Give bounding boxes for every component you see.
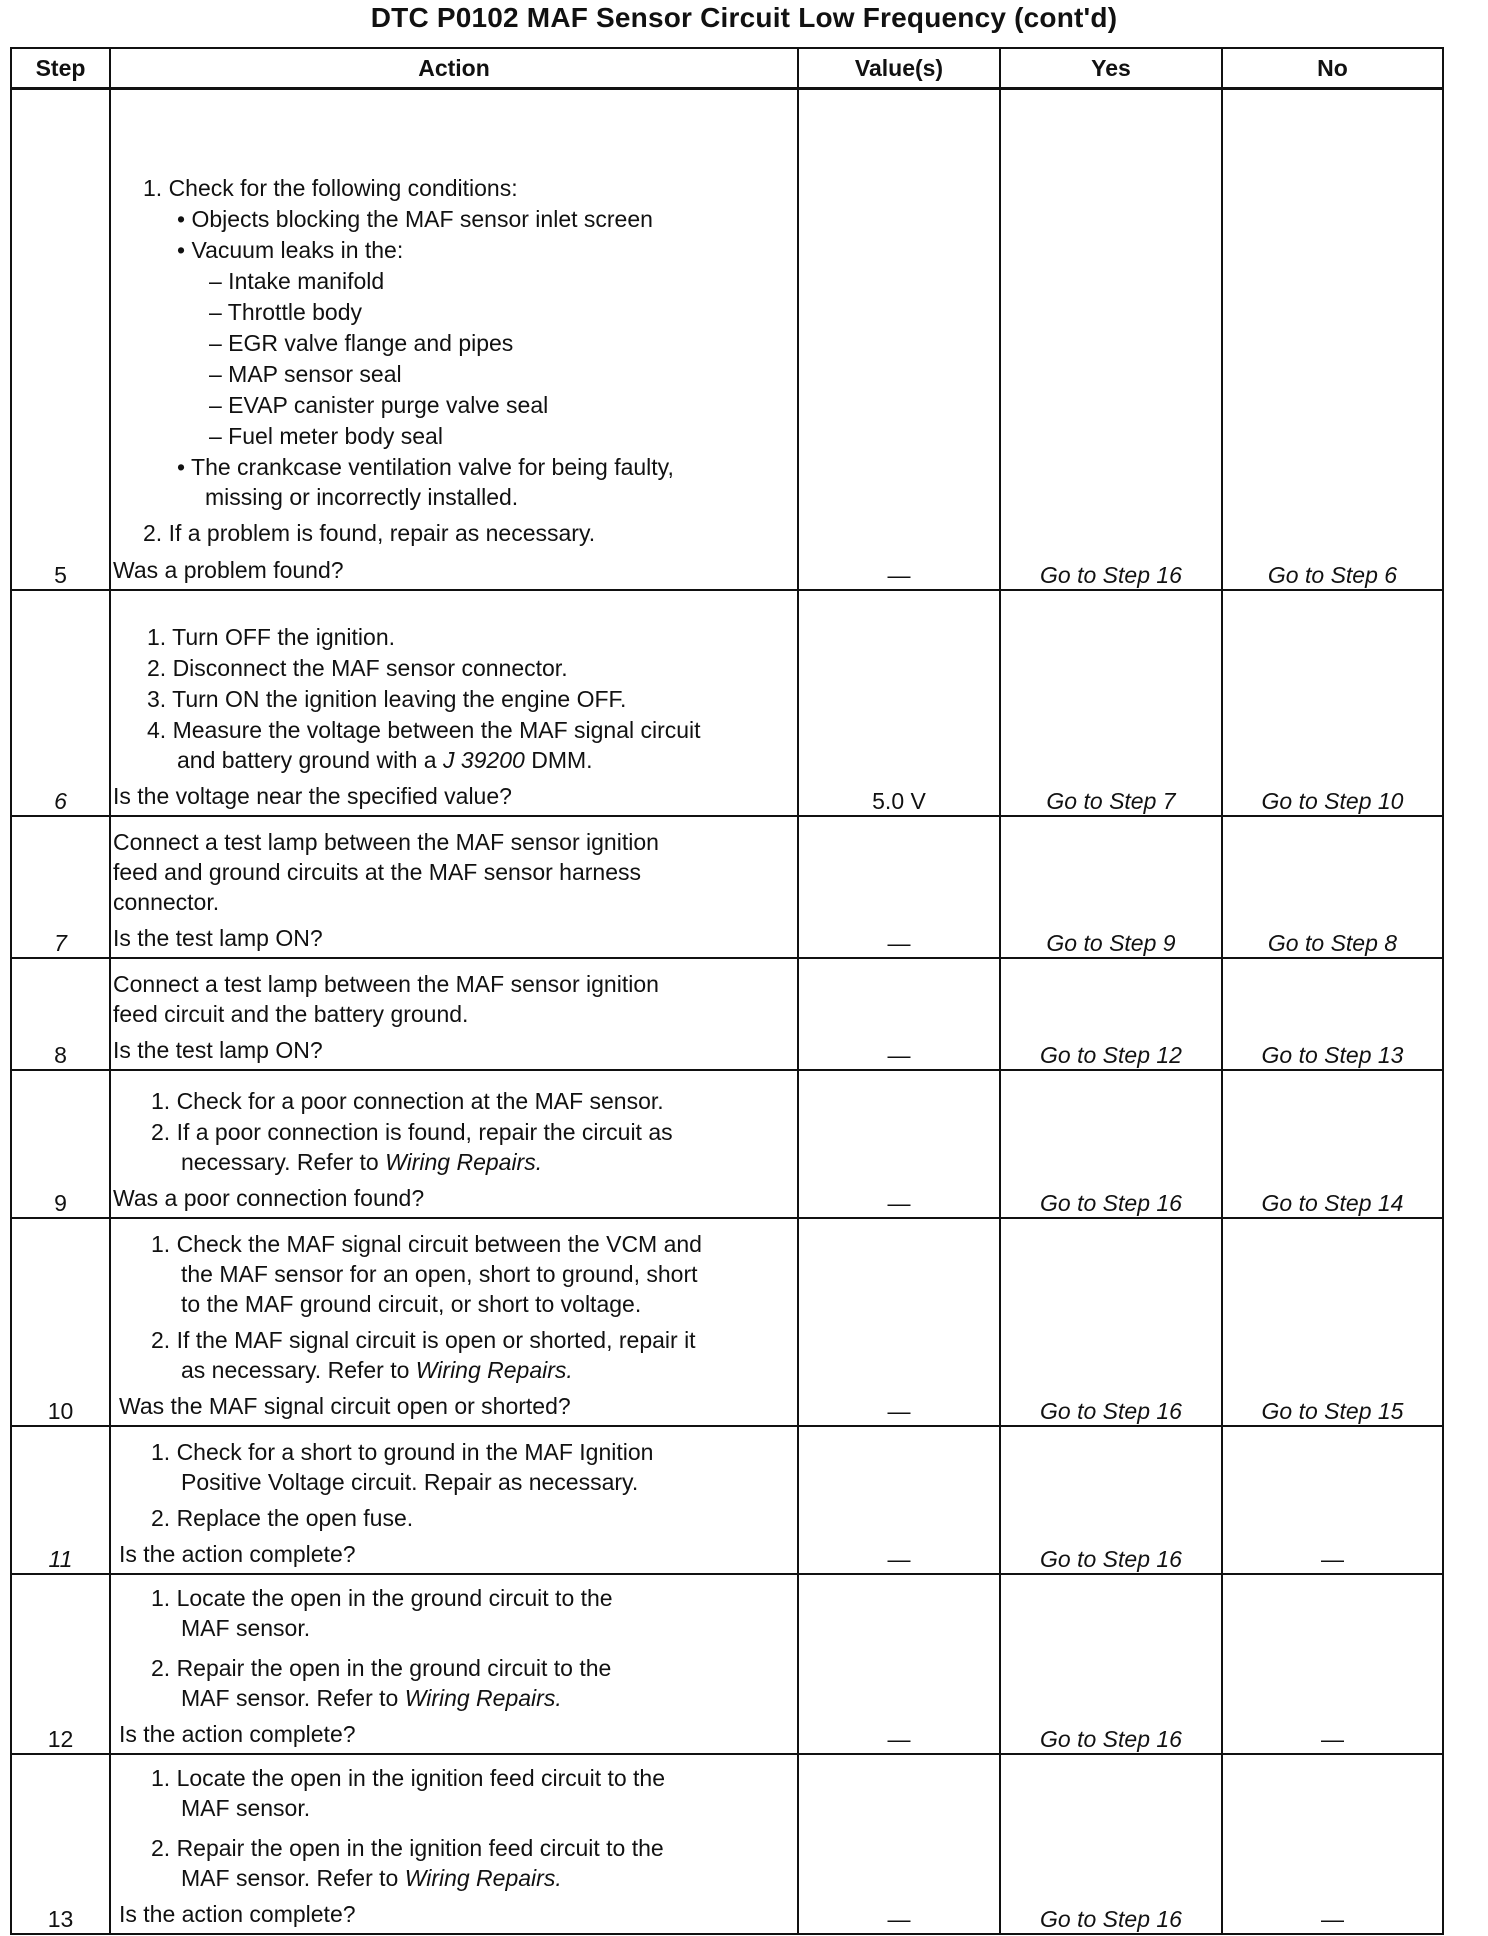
action-line: • Vacuum leaks in the: xyxy=(177,236,404,263)
action-line: 1. Check for a poor connection at the MAF sensor. xyxy=(151,1087,664,1114)
action-line: 2. Disconnect the MAF sensor connector. xyxy=(147,654,568,681)
value-cell: — xyxy=(798,1070,1000,1218)
action-cell xyxy=(110,590,798,816)
action-line: – Intake manifold xyxy=(209,267,385,294)
action-line: MAF sensor. xyxy=(181,1614,311,1641)
action-line: 2. Repair the open in the ignition feed circuit to the xyxy=(151,1834,664,1861)
table-row-step-8 xyxy=(11,958,1443,1070)
action-line: – Fuel meter body seal xyxy=(209,422,443,449)
question: Is the test lamp ON? xyxy=(113,924,323,951)
action-line: 1. Check for a short to ground in the MAF Ignition xyxy=(151,1438,654,1465)
value-cell: — xyxy=(798,958,1000,1070)
header-yes: Yes xyxy=(1000,48,1222,89)
action-text: and battery ground with a xyxy=(177,746,437,773)
no-result: Go to Step 14 xyxy=(1222,1070,1443,1218)
header-values: Value(s) xyxy=(798,48,1000,89)
wiring-repairs-reference: Wiring Repairs. xyxy=(415,1356,573,1383)
table-row-step-10 xyxy=(11,1218,1443,1426)
step-number: 12 xyxy=(11,1574,110,1754)
no-result: Go to Step 13 xyxy=(1222,958,1443,1070)
no-result: — xyxy=(1222,1426,1443,1574)
action-line: 1. Turn OFF the ignition. xyxy=(147,623,396,650)
action-text: necessary. Refer to xyxy=(181,1148,379,1175)
action-line: connector. xyxy=(113,888,220,915)
value-cell: — xyxy=(798,1426,1000,1574)
value-cell: — xyxy=(798,816,1000,958)
no-result: Go to Step 15 xyxy=(1222,1218,1443,1426)
yes-result: Go to Step 16 xyxy=(1000,1426,1222,1574)
yes-result: Go to Step 12 xyxy=(1000,958,1222,1070)
action-cell xyxy=(110,1574,798,1754)
wiring-repairs-reference: Wiring Repairs. xyxy=(385,1148,543,1175)
step-number: 10 xyxy=(11,1218,110,1426)
question: Was the MAF signal circuit open or shorted? xyxy=(119,1392,571,1419)
action-line: 2. Repair the open in the ground circuit to the xyxy=(151,1654,612,1681)
action-line: – Throttle body xyxy=(209,298,363,325)
action-line: MAF sensor. xyxy=(181,1794,311,1821)
action-cell xyxy=(110,1218,798,1426)
table-row-step-13 xyxy=(11,1754,1443,1934)
action-line: 3. Turn ON the ignition leaving the engine OFF. xyxy=(147,685,627,712)
no-result: Go to Step 8 xyxy=(1222,816,1443,958)
step-number: 8 xyxy=(11,958,110,1070)
value-cell: — xyxy=(798,89,1000,590)
action-line: 1. Check the MAF signal circuit between the VCM and xyxy=(151,1230,702,1257)
no-result: — xyxy=(1222,1574,1443,1754)
header-action: Action xyxy=(110,48,798,89)
step-number: 7 xyxy=(11,816,110,958)
yes-result: Go to Step 16 xyxy=(1000,1218,1222,1426)
yes-result: Go to Step 9 xyxy=(1000,816,1222,958)
action-line: the MAF sensor for an open, short to ground, short xyxy=(181,1260,698,1287)
page-title: DTC P0102 MAF Sensor Circuit Low Frequency (cont'd) xyxy=(370,2,1118,33)
wiring-repairs-reference: Wiring Repairs. xyxy=(404,1864,562,1891)
action-cell xyxy=(110,89,798,590)
action-line: feed and ground circuits at the MAF sensor harness xyxy=(113,858,642,885)
no-result: — xyxy=(1222,1754,1443,1934)
yes-result: Go to Step 16 xyxy=(1000,89,1222,590)
header-no: No xyxy=(1222,48,1443,89)
action-text: MAF sensor. Refer to xyxy=(181,1864,399,1891)
table-row-step-6 xyxy=(11,590,1443,816)
value-cell: — xyxy=(798,1574,1000,1754)
yes-result: Go to Step 16 xyxy=(1000,1754,1222,1934)
yes-result: Go to Step 7 xyxy=(1000,590,1222,816)
action-line: 1. Check for the following conditions: xyxy=(143,174,518,201)
header-row xyxy=(11,48,1443,89)
action-cell xyxy=(110,1070,798,1218)
action-line: Connect a test lamp between the MAF sensor ignition xyxy=(113,970,659,997)
step-number: 6 xyxy=(11,590,110,816)
tool-reference: J 39200 xyxy=(442,746,525,773)
wiring-repairs-reference: Wiring Repairs. xyxy=(404,1684,562,1711)
table-row-step-7 xyxy=(11,816,1443,958)
action-cell xyxy=(110,958,798,1070)
action-line: feed circuit and the battery ground. xyxy=(113,1000,469,1027)
table-row-step-9 xyxy=(11,1070,1443,1218)
action-line: 2. If a problem is found, repair as necessary. xyxy=(143,519,596,546)
action-line: 2. Replace the open fuse. xyxy=(151,1504,414,1531)
step-number: 9 xyxy=(11,1070,110,1218)
action-line: missing or incorrectly installed. xyxy=(205,483,519,510)
question: Is the action complete? xyxy=(119,1720,356,1747)
question: Is the action complete? xyxy=(119,1900,356,1927)
action-text: DMM. xyxy=(531,746,593,773)
action-line: 2. If a poor connection is found, repair the circuit as xyxy=(151,1118,673,1145)
step-number: 5 xyxy=(11,89,110,590)
value-cell: — xyxy=(798,1218,1000,1426)
step-number: 11 xyxy=(11,1426,110,1574)
diagnostic-table xyxy=(10,47,1444,1935)
action-line: 4. Measure the voltage between the MAF signal circuit xyxy=(147,716,701,743)
action-text: as necessary. Refer to xyxy=(181,1356,410,1383)
action-line: 2. If the MAF signal circuit is open or shorted, repair it xyxy=(151,1326,696,1353)
action-line: • The crankcase ventilation valve for being faulty, xyxy=(177,453,674,480)
question: Was a poor connection found? xyxy=(113,1184,425,1211)
step-number: 13 xyxy=(11,1754,110,1934)
table-row-step-11 xyxy=(11,1426,1443,1574)
action-line: to the MAF ground circuit, or short to voltage. xyxy=(181,1290,642,1317)
action-cell xyxy=(110,1426,798,1574)
yes-result: Go to Step 16 xyxy=(1000,1574,1222,1754)
action-text: MAF sensor. Refer to xyxy=(181,1684,399,1711)
no-result: Go to Step 10 xyxy=(1222,590,1443,816)
table-row-step-12 xyxy=(11,1574,1443,1754)
action-line: • Objects blocking the MAF sensor inlet screen xyxy=(177,205,653,232)
no-result: Go to Step 6 xyxy=(1222,89,1443,590)
action-line: 1. Locate the open in the ground circuit to the xyxy=(151,1584,613,1611)
action-cell xyxy=(110,1754,798,1934)
value-cell: — xyxy=(798,1754,1000,1934)
action-line: 1. Locate the open in the ignition feed circuit to the xyxy=(151,1764,666,1791)
header-step: Step xyxy=(11,48,110,89)
question: Is the action complete? xyxy=(119,1540,356,1567)
action-line: – EVAP canister purge valve seal xyxy=(209,391,549,418)
question: Is the test lamp ON? xyxy=(113,1036,323,1063)
table-row-step-5 xyxy=(11,89,1443,590)
action-line: Connect a test lamp between the MAF sensor ignition xyxy=(113,828,659,855)
action-cell xyxy=(110,816,798,958)
question: Is the voltage near the specified value? xyxy=(113,782,512,809)
action-line: – EGR valve flange and pipes xyxy=(209,329,514,356)
question: Was a problem found? xyxy=(113,556,344,583)
action-line: Positive Voltage circuit. Repair as necessary. xyxy=(181,1468,639,1495)
yes-result: Go to Step 16 xyxy=(1000,1070,1222,1218)
value-cell: 5.0 V xyxy=(798,590,1000,816)
action-line: – MAP sensor seal xyxy=(209,360,402,387)
